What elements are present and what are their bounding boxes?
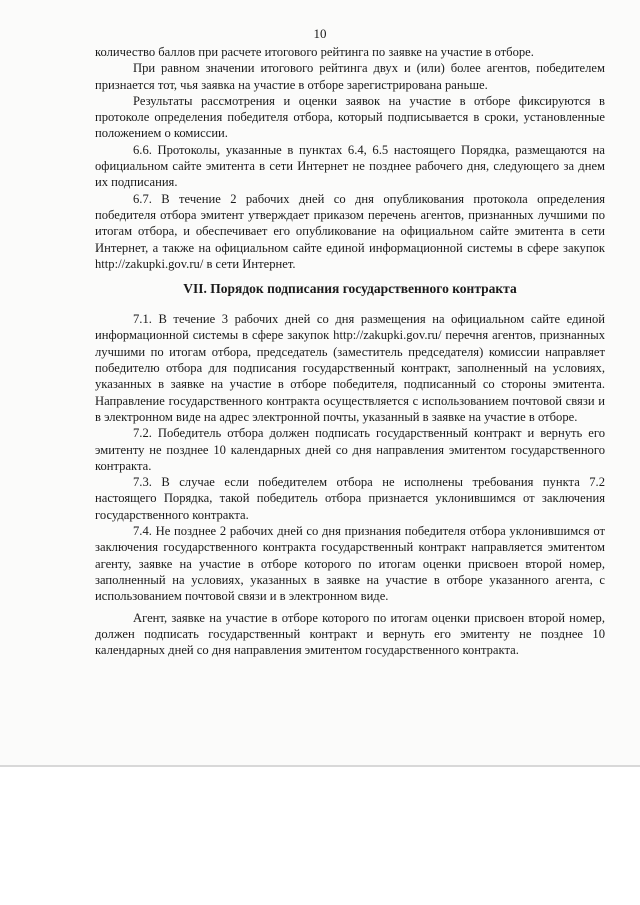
document-body <box>95 44 605 658</box>
paragraph-7-1: 7.1. В течение 3 рабочих дней со дня размещения на официальном сайте единой информационной системы в сфере закупок http://zakupki.gov.ru/ перечня агентов, признанных лучшими по итогам отбора, председатель (заместитель председателя) комиссии направляет победителю отбора для подписания государственный контракт, заполненный на условиях, указанных в заявке на участие в отборе победителя, подписанный со стороны эмитента. Направление государственного контракта осуществляется с использованием почтовой связи и в электронном виде на адрес электронной почты, указанный в заявке на участие в отборе. <box>95 312 605 424</box>
page-number: 10 <box>313 26 327 41</box>
paragraph-7-3: 7.3. В случае если победителем отбора не исполнены требования пункта 7.2 настоящего Порядка, такой победитель отбора признается уклонившимся от заключения государственного контракта. <box>95 475 605 522</box>
paragraph-tie-rule: При равном значении итогового рейтинга двух и (или) более агентов, победителем признается тот, чья заявка на участие в отборе зарегистрирована раньше. <box>95 61 605 92</box>
paragraph-7-4: 7.4. Не позднее 2 рабочих дней со дня признания победителя отбора уклонившимся от заключения государственного контракта государственный контракт направляется эмитентом агенту, заявке на участие в отборе которого по итогам оценки присвоен второй номер, заполненный на условиях, указанных в заявке на участие в отборе указанного агента, с использованием почтовой связи и в электронном виде. <box>95 524 605 604</box>
paragraph-6-7: 6.7. В течение 2 рабочих дней со дня опубликования протокола определения победителя отбора эмитент утверждает приказом перечень агентов, признанных лучшими по итогам отбора, и обеспечивает его опубликование на официальном сайте эмитента в сети Интернет, а также на официальном сайте единой информационной системы в сфере закупок http://zakupki.gov.ru/ в сети Интернет. <box>95 191 605 271</box>
paragraph-results: Результаты рассмотрения и оценки заявок на участие в отборе фиксируются в протоколе определения победителя отбора, который подписывается в сроки, установленные положением о комиссии. <box>95 93 605 141</box>
paragraph-6-6: 6.6. Протоколы, указанные в пунктах 6.4, 6.5 настоящего Порядка, размещаются на официальном сайте эмитента в сети Интернет не позднее рабочего дня, следующего за днем их подписания. <box>95 142 605 190</box>
section-heading: VII. Порядок подписания государственного контракта <box>183 281 517 297</box>
paragraph-second-agent: Агент, заявке на участие в отборе которого по итогам оценки присвоен второй номер, должен подписать государственный контракт и вернуть его эмитенту не позднее 10 календарных дней со дня направления эмитентом государственного контракта. <box>95 610 605 658</box>
paragraph-continuation: количество баллов при расчете итогового рейтинга по заявке на участие в отборе. <box>95 45 534 59</box>
paragraph-7-2: 7.2. Победитель отбора должен подписать государственный контракт и вернуть его эмитенту не позднее 10 календарных дней со дня направления эмитентом государственного контракта. <box>95 426 605 473</box>
